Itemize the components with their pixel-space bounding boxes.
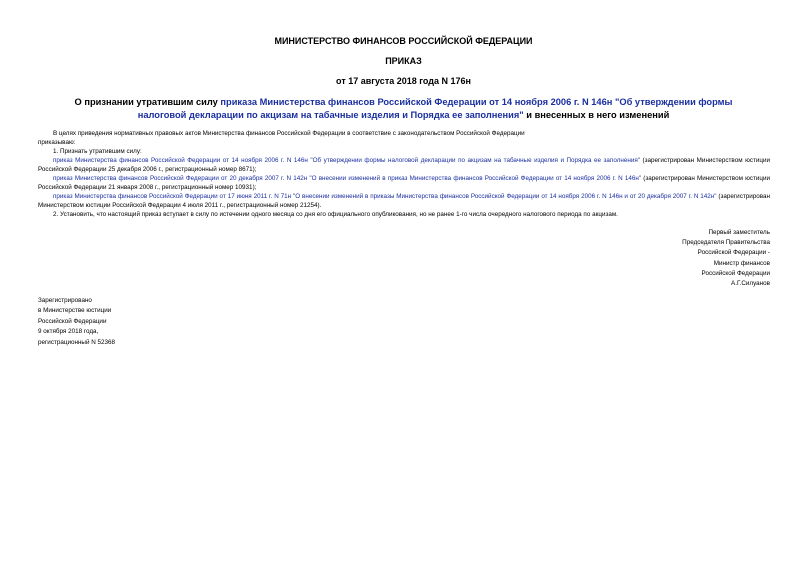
item-1a (38, 156, 770, 174)
order-71n-link[interactable]: приказ Министерства финансов Российской Федерации от 17 июня 2011 г. N 71н "О внесении изменений в приказы Министерства финансов Российской Федерации от 14 ноября 2006 г. N 146н и от 20 декабря 2007 г. N 142н" (53, 193, 717, 200)
item-1c-registration: (зарегистрирован Министерством юстиции Российской Федерации 4 июля 2011 г., регистрационный номер 21254). (38, 193, 771, 209)
registration-block (38, 296, 115, 348)
title-suffix: и внесенных в него изменений (523, 109, 670, 120)
signature-line-1: Первый заместитель (708, 229, 770, 236)
item-1c (38, 192, 770, 210)
item-1b-registration: (зарегистрирован Министерством юстиции Российской Федерации 21 января 2008 г., регистрационный номер 10931); (38, 175, 770, 191)
registration-line-1: Зарегистрировано (38, 297, 92, 304)
registration-date: 9 октября 2018 года, (38, 328, 99, 336)
registration-line-3: Российской Федерации (38, 317, 107, 325)
order-142n-link[interactable]: приказ Министерства финансов Российской Федерации от 20 декабря 2007 г. N 142н "О внесении изменений в приказ Министерства финансов Российской Федерации от 14 ноября 2006 г. N 146н" (53, 175, 642, 182)
item-2: 2. Установить, что настоящий приказ вступает в силу по истечении одного месяца со дня его официального опубликования, но не ранее 1-го числа очередного налогового периода по акцизам. (53, 211, 618, 218)
signature-line-4: Министр финансов (713, 259, 770, 267)
order-146n-link[interactable]: приказ Министерства финансов Российской Федерации от 14 ноября 2006 г. N 146н "Об утверждении формы налоговой декларации по акцизам на табачные изделия и Порядка ее заполнения" (53, 157, 640, 164)
signature-name: А.Г.Силуанов (731, 280, 770, 288)
registration-line-2: в Министерстве юстиции (38, 307, 112, 315)
document-type: ПРИКАЗ (385, 56, 422, 66)
document-title (62, 96, 745, 121)
ministry-heading: МИНИСТЕРСТВО ФИНАНСОВ РОССИЙСКОЙ ФЕДЕРАЦИИ (274, 36, 533, 46)
item-1b (38, 174, 770, 192)
title-prefix: О признании утратившим силу (74, 97, 221, 107)
signature-block (682, 228, 770, 289)
intro-paragraph: В целях приведения нормативных правовых актов Министерства финансов Российской Федерации в соответствие с законодательством Российской Федерации (53, 130, 525, 137)
signature-line-5: Российской Федерации (701, 269, 770, 277)
orders-paragraph: приказываю: (38, 139, 76, 146)
item-1a-registration: (зарегистрирован Министерством юстиции Российской Федерации 25 декабря 2006 г., регистрационный номер 8671); (38, 157, 770, 173)
item-1: 1. Признать утратившим силу: (53, 148, 142, 155)
title-order-link[interactable]: приказа Министерства финансов Российской Федерации от 14 ноября 2006 г. N 146н "Об утверждении формы налоговой декларации по акцизам на табачные изделия и Порядка ее заполнения" (137, 97, 733, 120)
registration-number: регистрационный N 52368 (38, 338, 116, 346)
document-body (38, 129, 770, 219)
signature-line-2: Председателя Правительства (682, 239, 770, 247)
signature-line-3: Российской Федерации - (697, 249, 770, 257)
order-date-number: от 17 августа 2018 года N 176н (336, 76, 471, 86)
